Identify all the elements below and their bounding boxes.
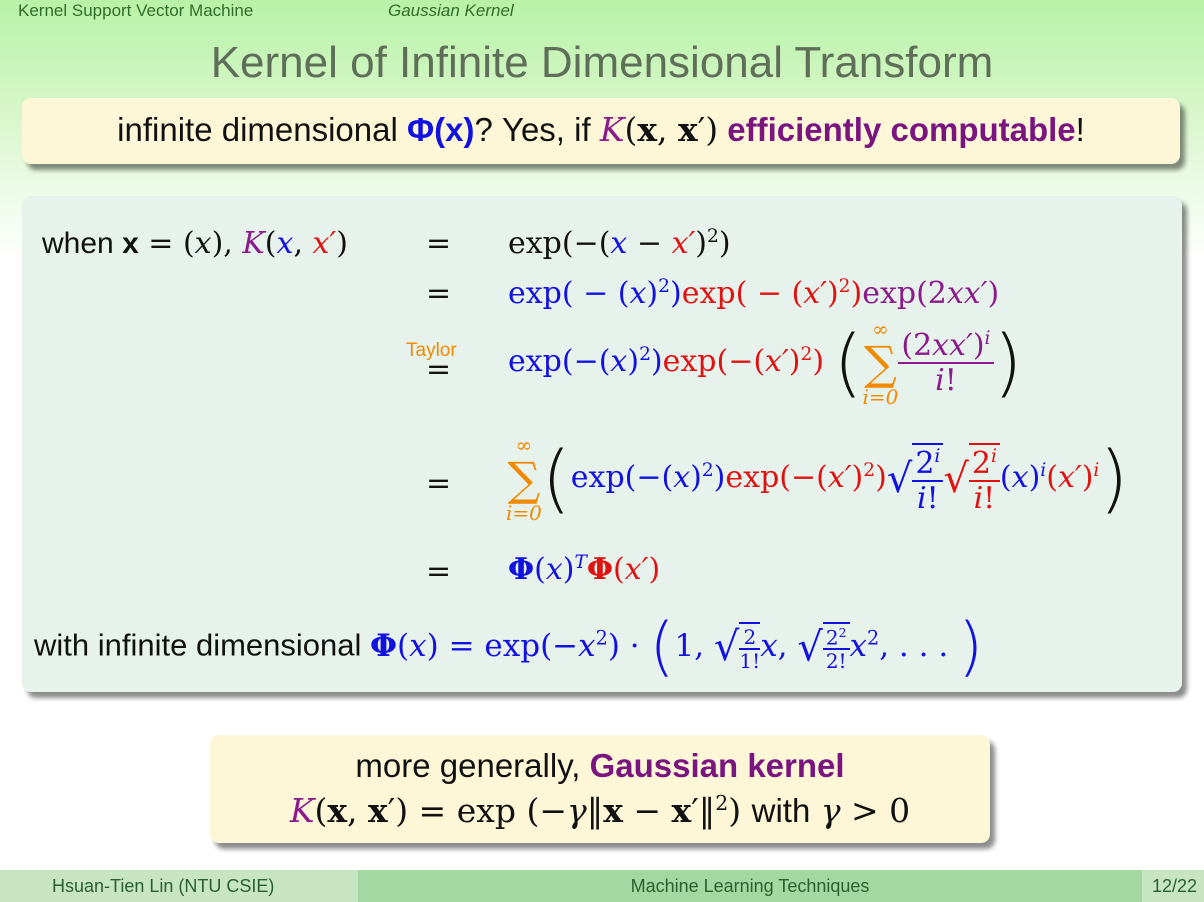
eq-sign-5: = bbox=[426, 554, 452, 589]
eq-sign-3: = bbox=[426, 352, 452, 387]
bottom-prefix: more generally, bbox=[355, 747, 590, 784]
bottom-box-line-2: K(x, x′) = exp (−γ‖x − x′‖$^2$) with γ > 0 bbox=[289, 791, 911, 830]
top-box-prefix: infinite dimensional bbox=[117, 111, 407, 148]
highlight-box-top bbox=[22, 98, 1180, 164]
footer-course: Machine Learning Techniques bbox=[630, 876, 870, 896]
nav-subsection-link[interactable]: Gaussian Kernel bbox=[388, 1, 514, 20]
eq-sign-1: = bbox=[426, 226, 452, 261]
sum-symbol-1: ∞ ∑ i=0 bbox=[862, 317, 899, 409]
eq-sign-2: = bbox=[426, 276, 452, 311]
conclusion-prefix: with infinite dimensional bbox=[34, 627, 371, 663]
lhs-prefix: when bbox=[42, 227, 123, 260]
footer-author: Hsuan-Tien Lin (NTU CSIE) bbox=[52, 876, 275, 896]
eq-sign-4: = bbox=[426, 466, 452, 501]
top-box-text: infinite dimensional Φ(x)? Yes, if K(x, x′) efficiently computable! bbox=[117, 110, 1085, 149]
derivation-line-4: ∞ ∑ i=0 ($\exp(-(x)^2)\exp(-(x')^2)√$ $\frac{2^i}{i!}$ √ $\frac{2^i}{i!}$ $(x)^i(x')^i$) bbox=[506, 433, 1129, 525]
taylor-label: Taylor bbox=[406, 340, 457, 361]
derivation-line-5: $\Phi(x)^T\Phi(x')$ bbox=[508, 552, 661, 587]
slide-title: Kernel of Infinite Dimensional Transform bbox=[210, 38, 994, 87]
highlight-box-bottom bbox=[210, 735, 990, 843]
footer-bar bbox=[0, 870, 1204, 902]
top-box-middle: ? Yes, if bbox=[474, 111, 600, 148]
top-box-emph: efficiently computable bbox=[727, 111, 1076, 148]
top-box-suffix: ! bbox=[1075, 111, 1085, 148]
top-box-kernel: K bbox=[599, 110, 625, 149]
bottom-box-line-1 bbox=[210, 747, 990, 785]
footer-page: 12/22 bbox=[1152, 876, 1198, 896]
nav-section-link[interactable]: Kernel Support Vector Machine bbox=[18, 1, 254, 20]
derivation-line-2: $\exp( - (x)^2)\exp( - (x')^2)\exp(2xx')$ bbox=[508, 276, 1000, 311]
conclusion-line: with infinite dimensional $\Phi(x) = \exp(-x^2) \cdot (1$, √ $\frac{2}{1!}$ x, √ $\frac{2^2}{2!}$ $x^2$, . . . ) bbox=[34, 610, 984, 684]
top-box-phi: Φ(x) bbox=[407, 111, 475, 148]
derivation-line-1: $\exp(-(x - x')^2)$ bbox=[508, 226, 731, 261]
sum-symbol-2: ∞ ∑ i=0 bbox=[506, 433, 542, 525]
navigation-bar bbox=[0, 0, 1204, 22]
derivation-lhs: when x = (x), K(x, x′) bbox=[42, 226, 348, 261]
derivation-line-3: $\exp(-(x)^2)\exp(-(x')^2)$ ( ∞ ∑ i=0 $\frac{(2xx')^i}{i!}$ ) bbox=[508, 317, 1023, 409]
bottom-emph: Gaussian kernel bbox=[589, 747, 845, 784]
